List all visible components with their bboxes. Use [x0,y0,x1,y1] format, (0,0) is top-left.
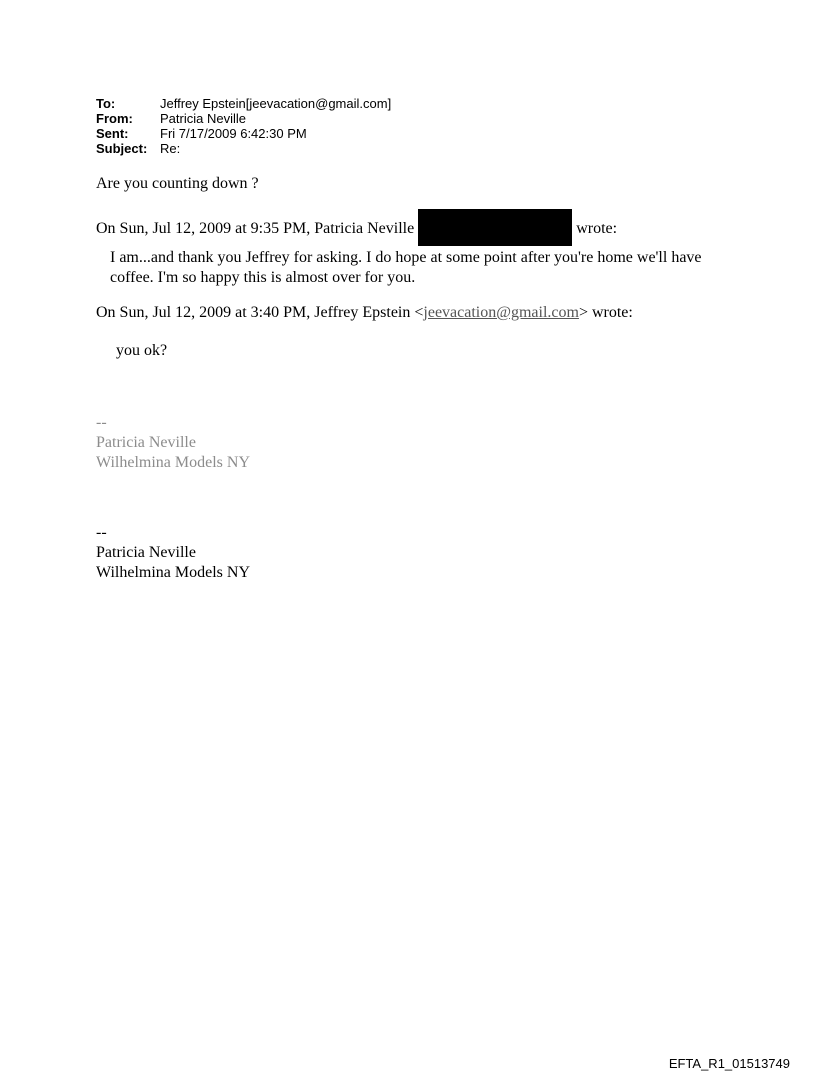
sent-label: Sent: [96,126,129,141]
quoted-signature-company: Wilhelmina Models NY [96,454,250,471]
reply-paragraph [110,248,702,288]
subject-value: Re: [160,141,181,156]
quote-attribution-2-prefix: On Sun, Jul 12, 2009 at 3:40 PM, Jeffrey Epstein < [96,304,424,321]
to-label: To: [96,96,116,111]
question-line: you ok? [116,342,168,359]
quote-attribution-2 [96,303,633,323]
from-row [96,111,391,126]
quoted-signature-name: Patricia Neville [96,434,196,451]
sent-row [96,126,391,141]
signature [96,523,250,583]
quote-attribution-1-prefix: On Sun, Jul 12, 2009 at 9:35 PM, Patricia Neville [96,220,415,238]
quote-attribution-1-suffix: wrote: [576,220,618,238]
sent-value: Fri 7/17/2009 6:42:30 PM [160,126,307,141]
reply-line-2: coffee. I'm so happy this is almost over for you. [110,269,416,286]
to-row [96,96,391,111]
quote-attribution-1 [96,211,617,248]
redaction-block [418,209,572,246]
quoted-signature [96,413,250,473]
reply-line-1: I am...and thank you Jeffrey for asking. I do hope at some point after you're home we'll have [110,249,702,266]
quoted-signature-dashes: -- [96,414,107,431]
signature-company: Wilhelmina Models NY [96,564,250,581]
email-link[interactable]: jeevacation@gmail.com [423,304,579,321]
signature-dashes: -- [96,524,107,541]
quote-attribution-2-suffix: > wrote: [578,304,633,321]
signature-name: Patricia Neville [96,544,196,561]
subject-label: Subject: [96,141,148,156]
from-label: From: [96,111,133,126]
opening-line: Are you counting down ? [96,175,259,192]
to-value: Jeffrey Epstein[jeevacation@gmail.com] [160,96,392,111]
subject-row [96,141,391,156]
document-id: EFTA_R1_01513749 [668,1056,790,1071]
email-header [96,96,391,156]
from-value: Patricia Neville [160,111,246,126]
